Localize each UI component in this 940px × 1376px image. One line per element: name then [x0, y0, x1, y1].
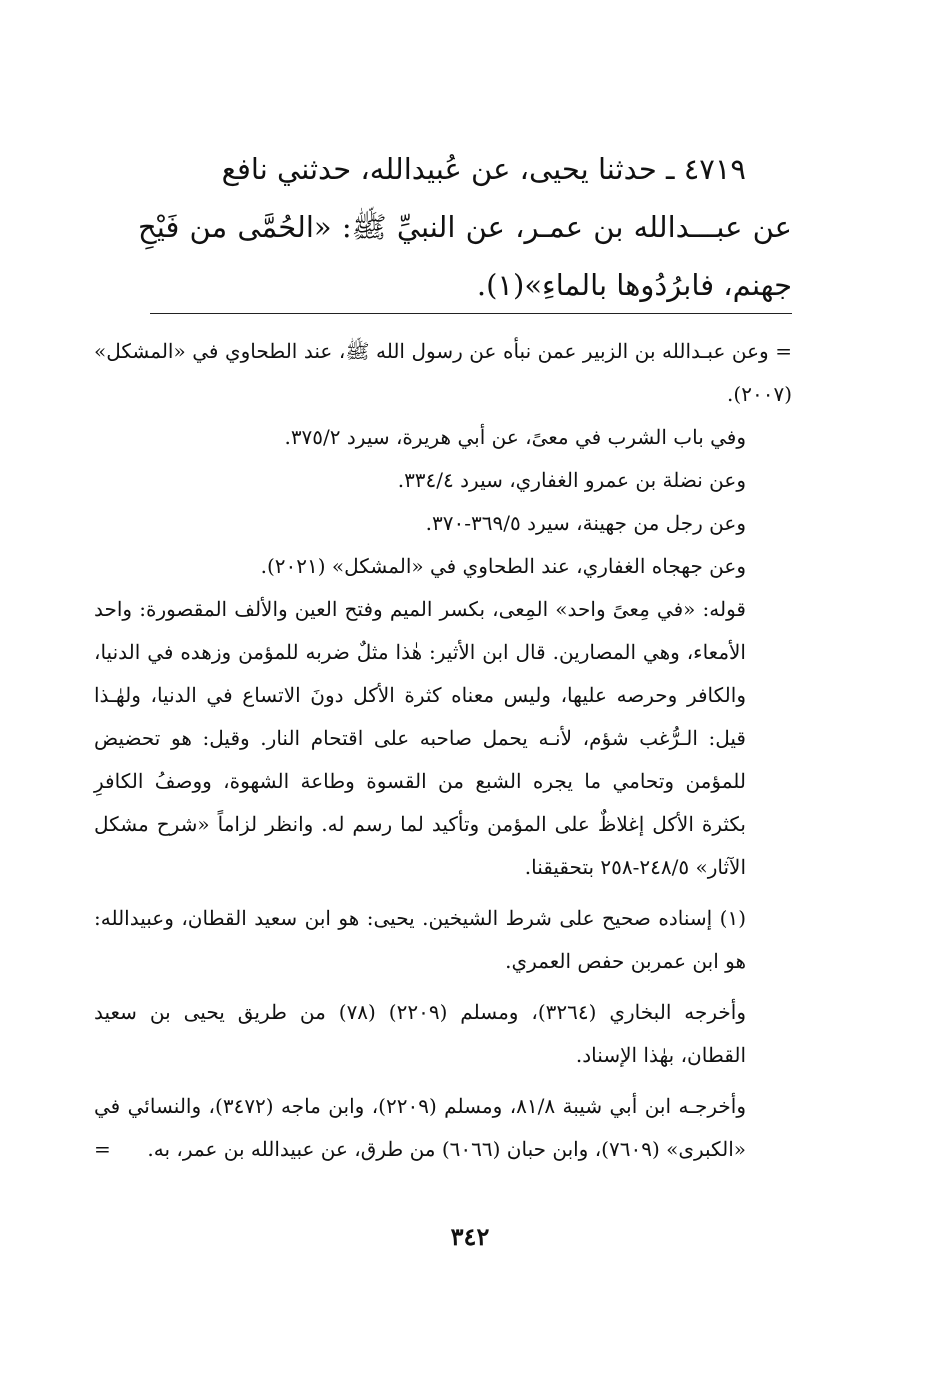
hadith-isnad-line: ٤٧١٩ ـ حدثنا يحيى، عن عُبيدالله، حدثني نافع [221, 152, 746, 186]
footnote-1: (١) إسناده صحيح على شرط الشيخين. يحيى: هو ابن سعيد القطان، وعبيدالله: هو ابن عمربن حفص العمري. [94, 906, 746, 973]
footnotes [94, 330, 792, 1171]
footnote-commentary: قوله: «في مِعىً واحد» المِعى، بكسر الميم وفتح العين والألف المقصورة: واحد الأمعاء، وهي المصارين. قال ابن الأثير: هٰذا مثلٌ ضربه للمؤمن وزهده في الدنيا، والكافر وحرصه عليها، وليس معناه كثرة الأكل دونَ الاتساع في الدنيا، ولهٰـذا قيل: الـرُّغب شؤم، لأنـه يحمل صاحبه على اقتحام النار. وقيل: هو تحضيض للمؤمن وتحامي ما يجره الشبع من القسوة وطاعة الشهوة، ووصفُ الكافرِ بكثرة الأكل إغلاظٌ على المؤمن وتأكيد لما رسم له. وانظر لزاماً «شرح مشكل الآثار» ٢٤٨/٥-٢٥٨ بتحقيقنا. [94, 597, 746, 879]
page-number: ٣٤٢ [450, 1222, 490, 1251]
footnote-paragraph: وفي باب الشرب في معىً، عن أبي هريرة، سيرد ٣٧٥/٢. [284, 425, 746, 449]
continuation-mark: = [94, 1137, 111, 1161]
footnote-1-takhrij-b [94, 1085, 792, 1171]
continued-footnote: = وعن عبـدالله بن الزبير عمن نبأه عن رسول الله ﷺ، عند الطحاوي في «المشكل» (٢٠٠٧). [94, 339, 792, 406]
hadith-text [138, 140, 792, 314]
footnote-divider [150, 313, 792, 314]
takhrij-text: وأخرجـه ابن أبي شيبة ٨١/٨، ومسلم (٢٢٠٩)، وابن ماجه (٣٤٧٢)، والنسائي في «الكبرى» (٧٦٠٩)، وابن حبان (٦٠٦٦) من طرق، عن عبيدالله بن عمر، به. [94, 1094, 747, 1161]
footnote-paragraph: وعن رجل من جهينة، سيرد ٣٦٩/٥-٣٧٠. [425, 511, 746, 535]
footnote-paragraph: وعن جهجاه الغفاري، عند الطحاوي في «المشكل» (٢٠٢١). [260, 554, 746, 578]
footnote-1-takhrij-a: وأخرجه البخاري (٣٢٦٤)، ومسلم (٢٢٠٩) (٧٨) من طريق يحيى بن سعيد القطان، بهٰذا الإسناد. [94, 1000, 747, 1067]
hadith-matn: عن عبـــدالله بن عمـر، عن النبيِّ ﷺ: «الحُمَّى من فَيْحِ جهنم، فابرُدُوها بالماءِ»(١). [138, 210, 792, 302]
footnote-paragraph: وعن نضلة بن عمرو الغفاري، سيرد ٣٣٤/٤. [397, 468, 746, 492]
